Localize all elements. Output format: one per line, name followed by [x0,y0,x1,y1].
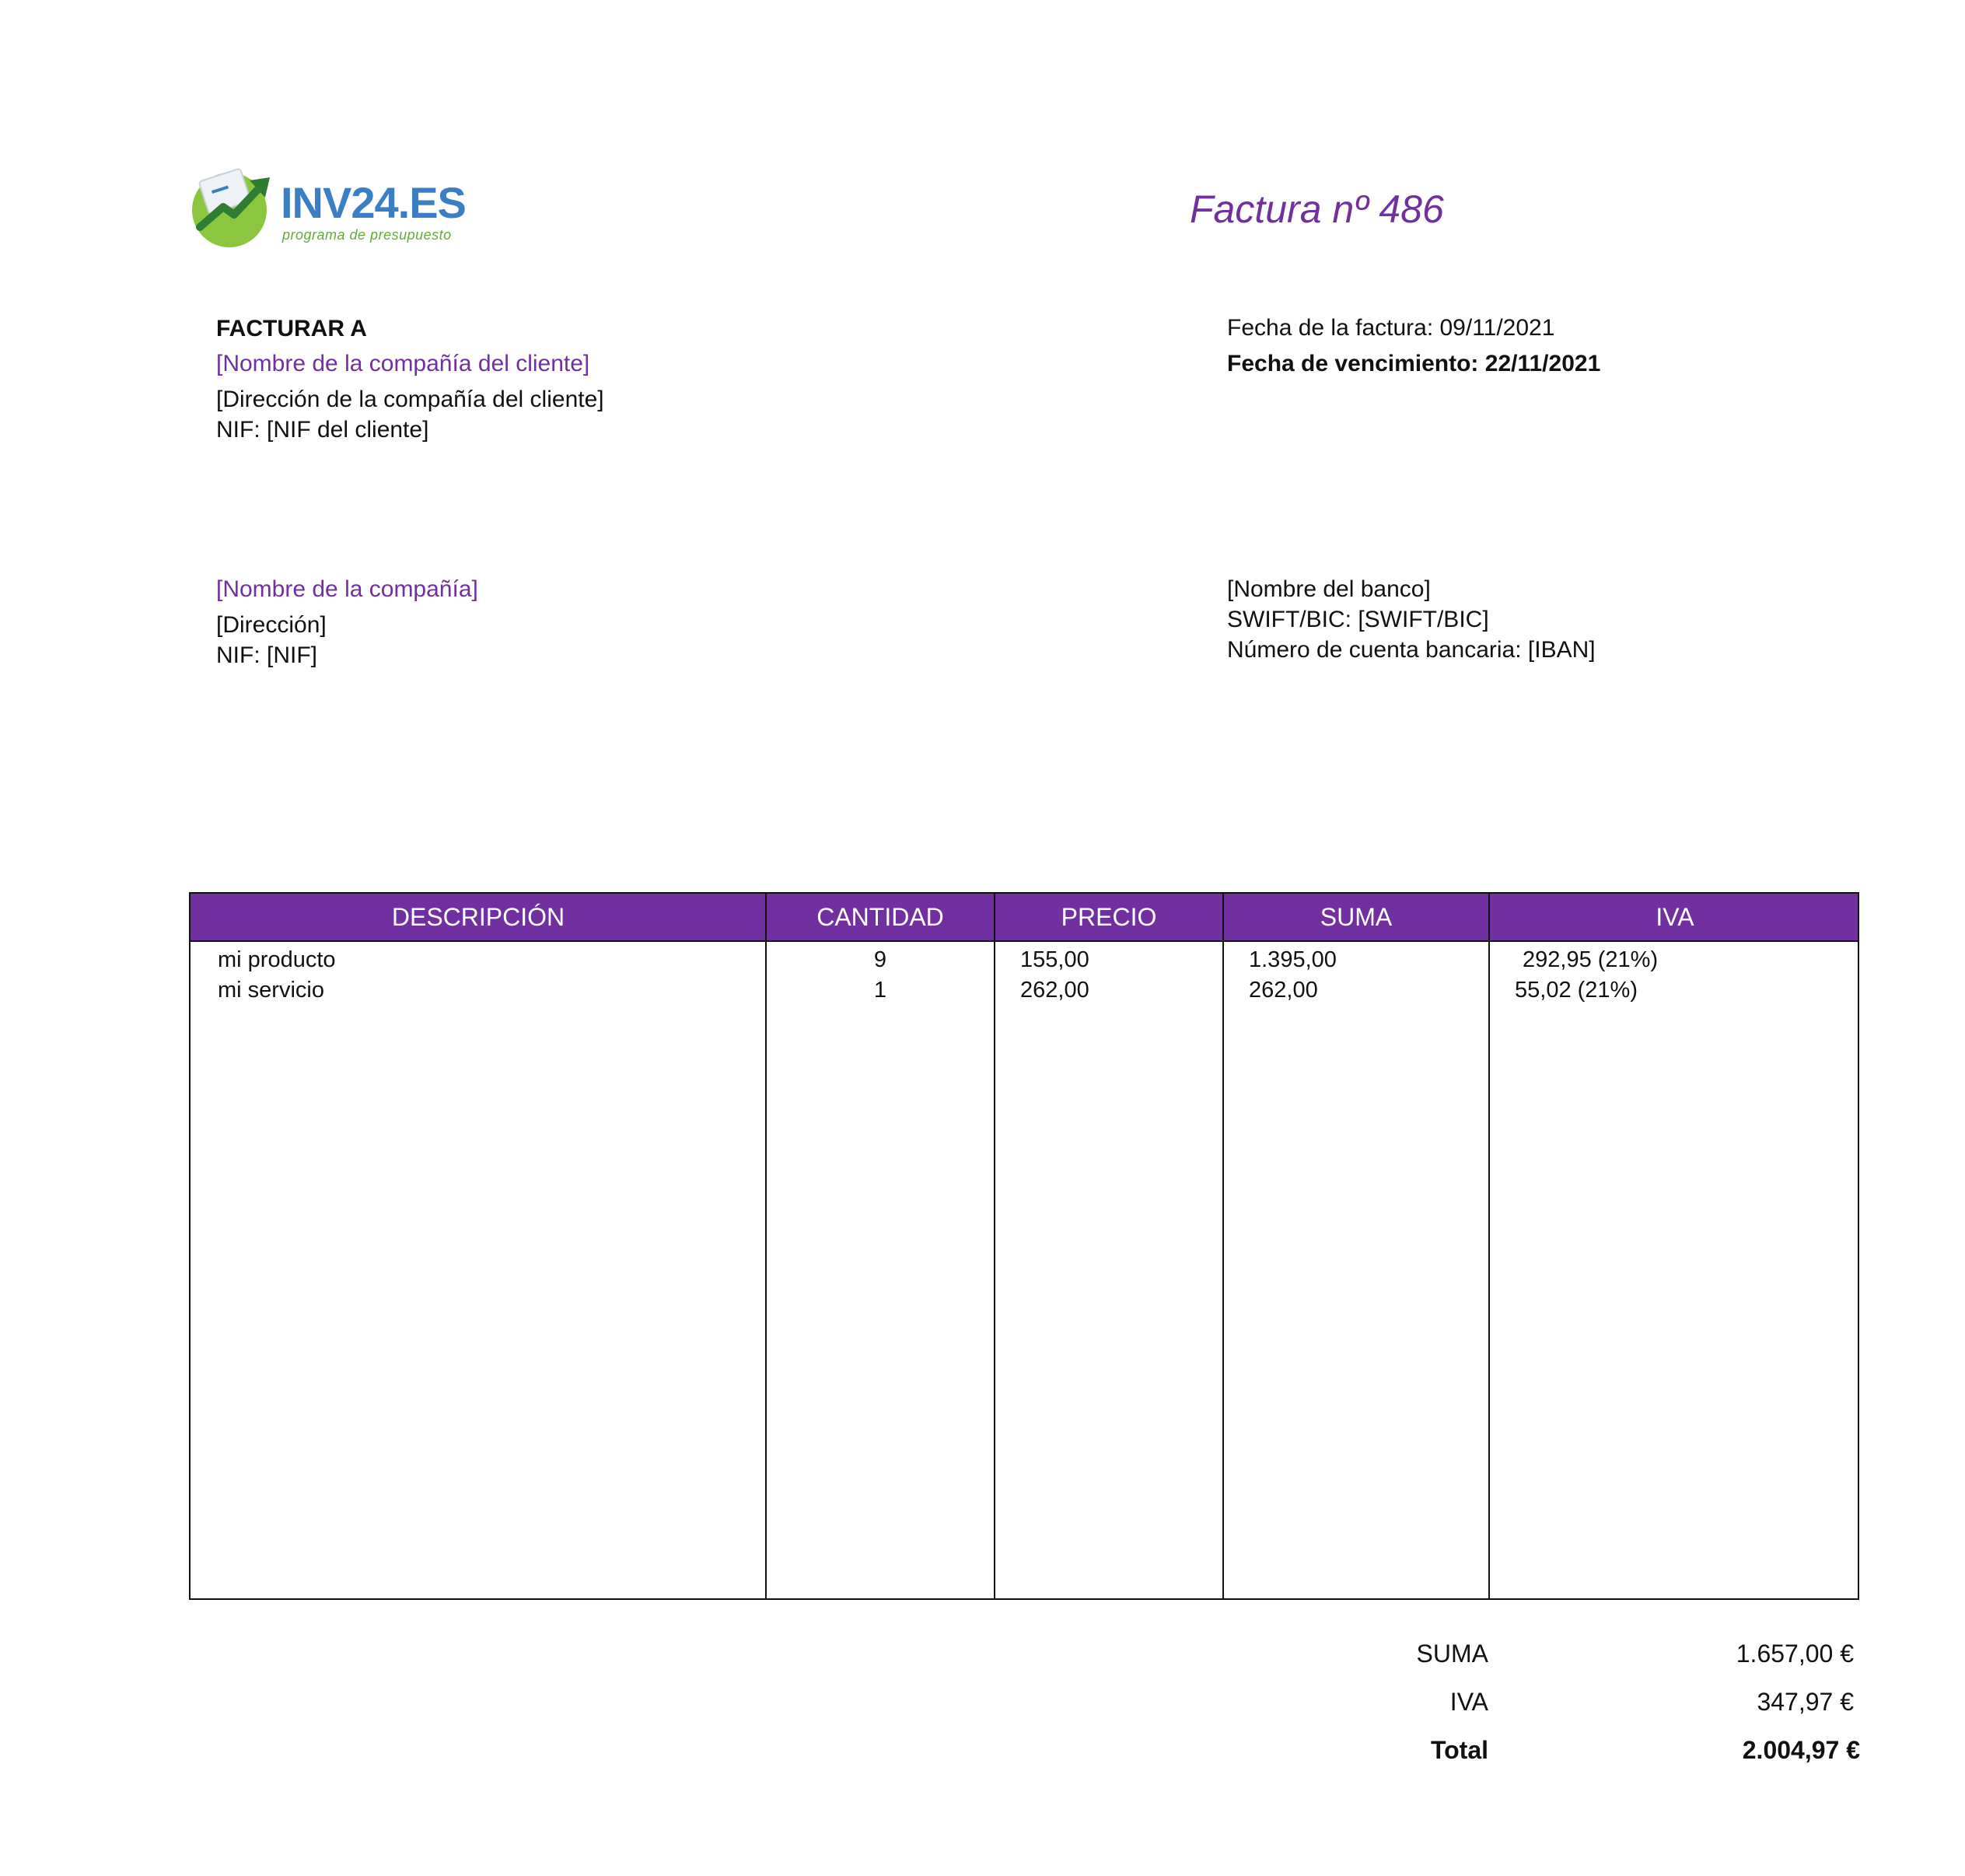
row-1-iva: 292,95 (21%) [1523,947,1659,972]
bank-iban: Número de cuenta bancaria: [IBAN] [1227,637,1596,663]
row-1-description: mi producto [218,947,336,972]
column-divider [1222,894,1224,1598]
company-logo [189,163,466,249]
totals-iva-label: IVA [1449,1688,1488,1716]
header-suma: SUMA [1320,903,1393,931]
totals-total-value: 2.004,97 € [1742,1736,1860,1764]
items-table [189,892,1859,1600]
totals-iva-value: 347,97 € [1757,1688,1854,1716]
due-date: Fecha de vencimiento: 22/11/2021 [1227,351,1601,376]
header-precio: PRECIO [1061,903,1157,931]
row-2-description: mi servicio [218,978,324,1003]
bill-to-heading: FACTURAR A [216,316,367,341]
bank-name: [Nombre del banco] [1227,576,1431,602]
client-name: [Nombre de la compañía del cliente] [216,351,590,376]
row-2-price: 262,00 [1020,978,1089,1003]
row-2-iva: 55,02 (21%) [1515,978,1638,1003]
logo-chart-icon [189,163,276,249]
company-nif: NIF: [NIF] [216,642,317,668]
totals-suma-value: 1.657,00 € [1736,1640,1854,1668]
table-header [191,894,1858,940]
column-divider [1488,894,1490,1598]
company-name: [Nombre de la compañía] [216,576,478,602]
row-1-price: 155,00 [1020,947,1089,972]
header-cantidad: CANTIDAD [816,903,944,931]
bank-swift: SWIFT/BIC: [SWIFT/BIC] [1227,607,1489,632]
company-address: [Dirección] [216,612,327,638]
invoice-date: Fecha de la factura: 09/11/2021 [1227,315,1555,341]
row-1-quantity: 9 [873,947,887,972]
client-address: [Dirección de la compañía del cliente] [216,387,604,412]
row-1-sum: 1.395,00 [1249,947,1337,972]
totals-suma-label: SUMA [1416,1640,1488,1668]
logo-title: INV24.ES [281,178,466,227]
invoice-title: Factura nº 486 [1190,187,1444,231]
header-descripcion: DESCRIPCIÓN [391,903,565,931]
header-divider [191,940,1858,942]
logo-subtitle: programa de presupuesto [282,227,452,243]
totals-total-label: Total [1430,1736,1488,1764]
client-nif: NIF: [NIF del cliente] [216,417,429,443]
row-2-quantity: 1 [873,978,887,1003]
row-2-sum: 262,00 [1249,978,1318,1003]
header-iva: IVA [1656,903,1694,931]
